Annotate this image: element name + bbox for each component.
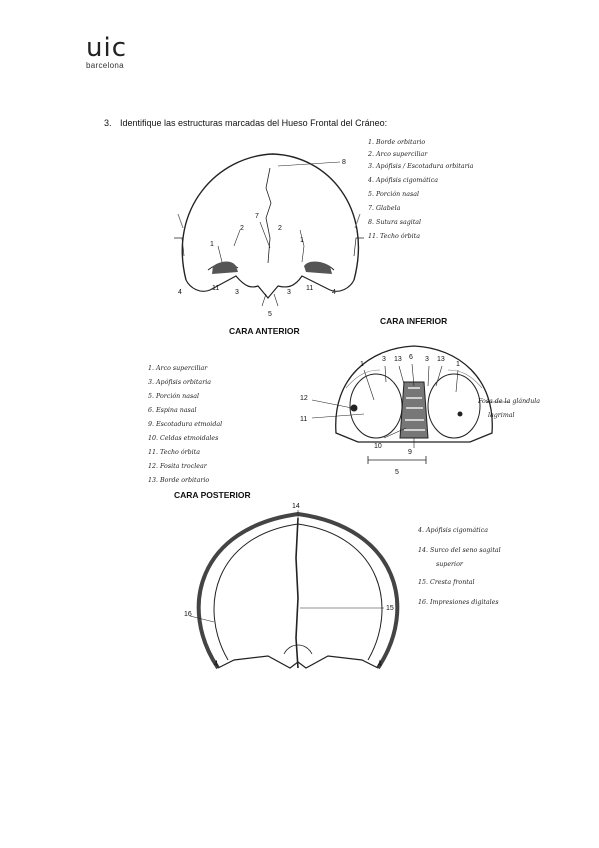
- uic-logo: [86, 33, 127, 70]
- logo-subtitle: barcelona: [86, 61, 124, 70]
- anterior-label: 3: [235, 289, 239, 296]
- notes-posterior: [417, 527, 501, 606]
- note-fossa-line: lagrimal: [488, 412, 515, 419]
- note-anterior: 1. Borde orbitario: [368, 139, 426, 146]
- question-heading: [104, 118, 387, 128]
- note-anterior: 7. Glabela: [368, 205, 401, 212]
- note-fossa: [477, 398, 540, 419]
- note-inferior: 9. Escotadura etmoidal: [148, 421, 223, 428]
- inferior-label: 11: [300, 416, 308, 423]
- note-inferior: 12. Fosita troclear: [148, 463, 207, 470]
- anterior-label: 4: [332, 289, 336, 296]
- note-posterior: 15. Cresta frontal: [418, 579, 475, 586]
- posterior-label: 14: [292, 503, 300, 510]
- note-anterior: 8. Sutura sagital: [368, 219, 422, 226]
- note-inferior: 13. Borde orbitario: [148, 477, 210, 484]
- posterior-view-drawing: [190, 510, 397, 668]
- note-inferior: 1. Arco superciliar: [148, 365, 208, 372]
- note-posterior: superior: [436, 561, 463, 568]
- note-posterior: 4. Apófisis cigomática: [418, 527, 488, 534]
- question-number: 3.: [104, 118, 112, 128]
- anterior-label: 11: [212, 285, 220, 292]
- inferior-label: 1: [456, 361, 460, 368]
- anterior-view-drawing: [174, 154, 364, 306]
- caption-posterior: CARA POSTERIOR: [174, 490, 251, 500]
- anterior-label: 11: [306, 285, 314, 292]
- anterior-label: 2: [278, 225, 282, 232]
- posterior-label: 4: [378, 661, 382, 668]
- inferior-label: 13: [394, 356, 402, 363]
- inferior-label: 10: [374, 443, 382, 450]
- inferior-label: 6: [409, 354, 413, 361]
- inferior-label: 5: [395, 469, 399, 476]
- note-inferior: 5. Porción nasal: [148, 393, 199, 400]
- notes-inferior: [148, 365, 222, 484]
- anterior-label: 2: [240, 225, 244, 232]
- inferior-label: 9: [408, 449, 412, 456]
- notes-anterior: [367, 139, 474, 240]
- note-inferior: 11. Techo órbita: [148, 449, 200, 456]
- anterior-label: 5: [268, 311, 272, 318]
- note-anterior: 5. Porción nasal: [368, 191, 419, 198]
- caption-anterior: CARA ANTERIOR: [229, 326, 300, 336]
- note-anterior: 4. Apófisis cigomática: [368, 177, 438, 184]
- note-fossa-line: Fosa de la glándula: [478, 398, 541, 405]
- logo-mark: uic: [86, 33, 127, 63]
- posterior-label: 4: [214, 661, 218, 668]
- note-anterior: 11. Techo órbita: [368, 233, 420, 240]
- caption-inferior: CARA INFERIOR: [380, 316, 448, 326]
- posterior-label: 15: [386, 605, 394, 612]
- question-text: Identifique las estructuras marcadas del Hueso Frontal del Cráneo:: [120, 118, 388, 128]
- inferior-view-drawing: [312, 346, 510, 464]
- inferior-label: 3: [425, 356, 429, 363]
- anterior-label: 4: [178, 289, 182, 296]
- inferior-label: 12: [300, 395, 308, 402]
- inferior-label: 3: [382, 356, 386, 363]
- note-inferior: 6. Espina nasal: [148, 407, 197, 414]
- inferior-label: 13: [437, 356, 445, 363]
- posterior-label: 16: [184, 611, 192, 618]
- note-anterior: 3. Apófisis / Escotadura orbitaria: [368, 163, 474, 170]
- note-anterior: 2. Arco superciliar: [368, 151, 428, 158]
- anterior-label: 7: [255, 213, 259, 220]
- note-inferior: 10. Celdas etmoidales: [148, 435, 219, 442]
- anterior-label: 1: [300, 237, 304, 244]
- anterior-label: 8: [342, 159, 346, 166]
- anterior-label: 3: [287, 289, 291, 296]
- inferior-label: 1: [360, 361, 364, 368]
- anterior-label: 1: [210, 241, 214, 248]
- frontal-bone-figure: [118, 138, 541, 678]
- note-inferior: 3. Apófisis orbitaria: [148, 379, 211, 386]
- note-posterior: 14. Surco del seno sagital: [418, 547, 501, 554]
- note-posterior: 16. Impresiones digitales: [418, 599, 499, 606]
